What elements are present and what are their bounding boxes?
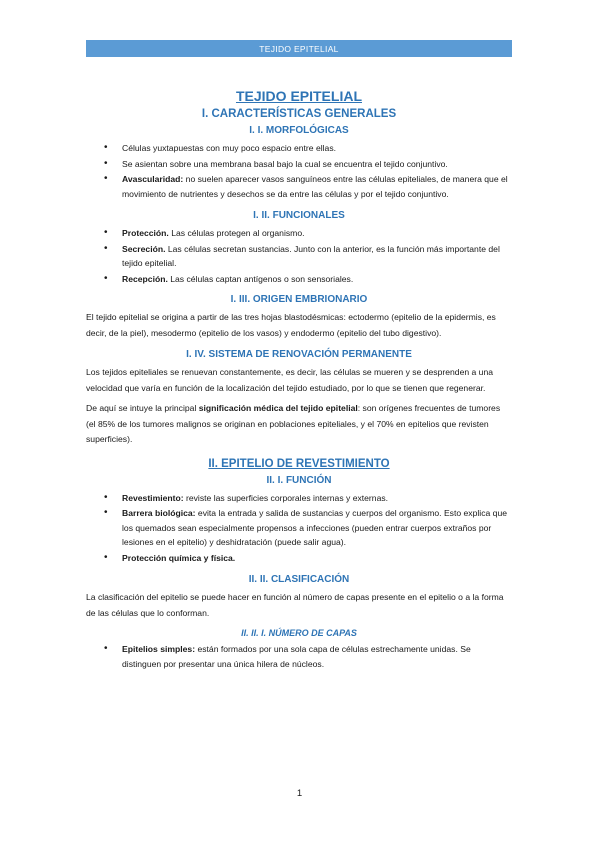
list-item: • Avascularidad: no suelen aparecer vasos sanguíneos entre las células epiteliales, de manera que el movimiento de nutrientes y desechos se da entre las células y por el tejido conjuntivo. <box>86 172 512 201</box>
subsection-heading-funcion: II. I. FUNCIÓN <box>266 474 332 486</box>
subsection-heading-clasificacion: II. II. CLASIFICACIÓN <box>248 574 350 585</box>
section-heading-epitelio-revestimiento: II. EPITELIO DE REVESTIMIENTO <box>208 457 390 470</box>
subsection-heading-origen: I. III. ORIGEN EMBRIONARIO <box>230 294 368 305</box>
list-item: • Protección. Las células protegen al organismo. <box>86 226 512 241</box>
paragraph-origen: El tejido epitelial se origina a partir de las tres hojas blastodésmicas: ectodermo (epitelio de la epidermis, es decir, de la piel), mesodermo (epitelio de los vasos) y endodermo (epitelio del tubo digestivo). <box>86 312 496 338</box>
list-item: • Recepción. Las células captan antígenos o son sensoriales. <box>86 272 512 287</box>
subsection-heading-renovacion: I. IV. SISTEMA DE RENOVACIÓN PERMANENTE <box>186 349 412 360</box>
running-header <box>86 40 512 57</box>
paragraph-significacion: De aquí se intuye la principal significación médica del tejido epitelial: son orígenes frecuentes de tumores (el 85% de los tumores malignos se originan en poblaciones epiteliales, y el 70% en epitelios que revisten superficies). <box>86 403 501 444</box>
list-numero-capas <box>86 642 512 671</box>
list-item: • Protección química y física. <box>86 551 512 566</box>
running-header-label: TEJIDO EPITELIAL <box>259 43 339 54</box>
section-heading-caracteristicas: I. CARACTERÍSTICAS GENERALES <box>201 108 397 120</box>
subsection-heading-morfologicas: I. I. MORFOLÓGICAS <box>249 125 349 136</box>
document-body <box>86 86 512 672</box>
list-funcionales <box>86 226 512 286</box>
paragraph-clasificacion: La clasificación del epitelio se puede hacer en función al número de capas presente en el epitelio o a la forma de las células que lo conforman. <box>86 592 504 618</box>
list-funcion <box>86 491 512 566</box>
subsubsection-heading-numero-capas: II. II. I. NÚMERO DE CAPAS <box>241 628 357 638</box>
list-item: • Barrera biológica: evita la entrada y salida de sustancias y cuerpos del organismo. Esto explica que los quemados sean especialmente propensos a infecciones (pueden entrar cuerpos extraños por lesiones en el epitelio) y deshidratación (puede salir agua). <box>86 506 512 550</box>
list-morfologicas <box>86 141 512 201</box>
subsection-heading-funcionales: I. II. FUNCIONALES <box>253 210 345 221</box>
page-number: 1 <box>296 788 303 799</box>
list-item: • Epitelios simples: están formados por una sola capa de células estrechamente unidas. Se distinguen por presentar una única hilera de núcleos. <box>86 642 512 671</box>
paragraph-renovacion: Los tejidos epiteliales se renuevan constantemente, es decir, las células se mueren y se desprenden a una velocidad que varía en función de la localización del tejido estudiado, por lo que se tienen que regenerar. <box>86 367 494 393</box>
list-item: • Secreción. Las células secretan sustancias. Junto con la anterior, es la función más importante del tejido epitelial. <box>86 242 512 271</box>
document-title: TEJIDO EPITELIAL <box>235 88 362 104</box>
list-item: • Células yuxtapuestas con muy poco espacio entre ellas. <box>86 141 512 156</box>
list-item: • Revestimiento: reviste las superficies corporales internas y externas. <box>86 491 512 506</box>
list-item: • Se asientan sobre una membrana basal bajo la cual se encuentra el tejido conjuntivo. <box>86 157 512 172</box>
